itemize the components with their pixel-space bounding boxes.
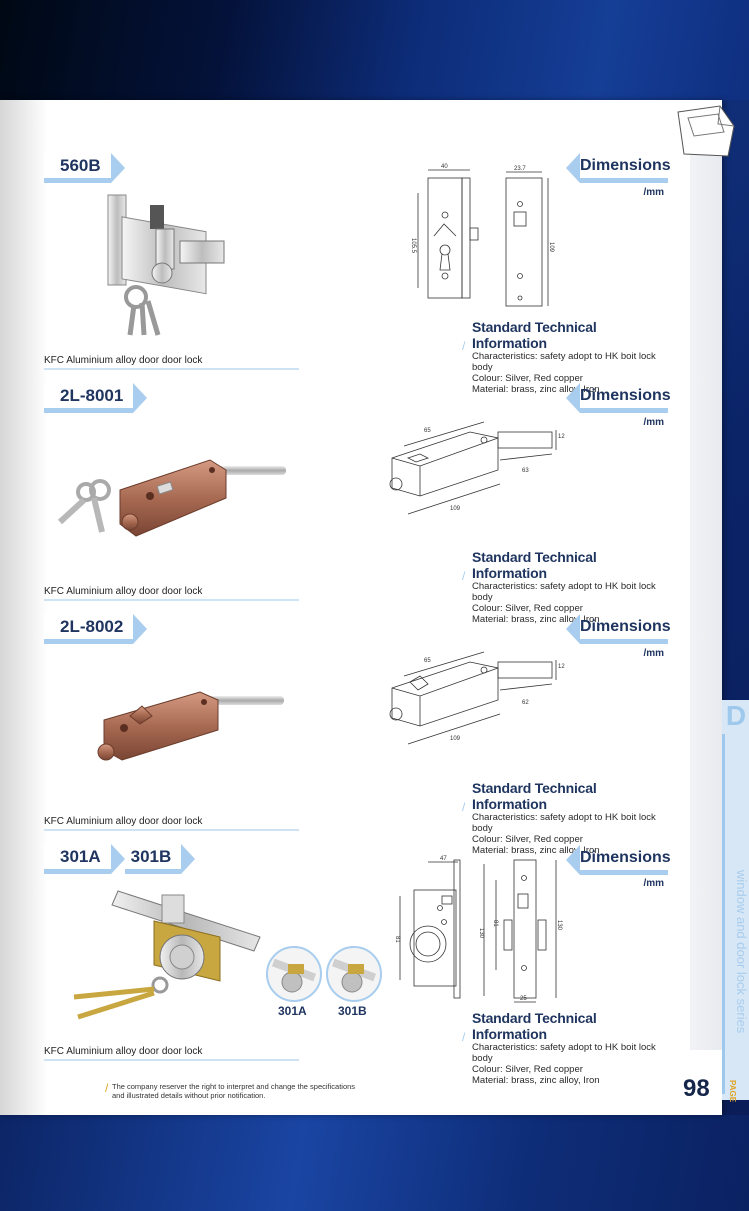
technical-info-title: Standard Technical Information (472, 780, 597, 812)
characteristics-line: Characteristics: safety adopt to HK boit lock body (472, 581, 656, 603)
unit-label: /mm (643, 187, 664, 198)
dim-value: 109 (548, 242, 554, 253)
product-code: 301A (44, 844, 111, 874)
dimensions-label: Dimensions (580, 153, 668, 183)
dimension-drawing-560b (400, 158, 560, 313)
dim-value: 65 (424, 428, 431, 434)
variant-label-301b: 301B (338, 1004, 367, 1018)
dim-value: 81 (394, 936, 400, 943)
dim-value: 23.7 (514, 166, 526, 172)
chevron-right-icon (181, 844, 195, 874)
dimensions-badge (566, 845, 671, 875)
footer-note-line: and illustrated details without prior notification. (112, 1091, 266, 1100)
series-title: window and door lock series (734, 870, 749, 1034)
product-code-badge (44, 153, 125, 183)
dim-value: 12 (558, 664, 565, 670)
product-photo-560b (100, 185, 230, 345)
chevron-left-icon (566, 845, 580, 875)
chevron-left-icon (566, 383, 580, 413)
material-line: Material: brass, zinc alloy, Iron (472, 614, 600, 625)
dim-value: 130 (556, 920, 562, 931)
dim-value: 109 (450, 736, 461, 742)
slash-mark: / (105, 1081, 109, 1095)
chevron-right-icon (133, 383, 147, 413)
dimension-drawing-301 (392, 850, 572, 1005)
product-photo-2l-8001 (50, 450, 290, 560)
product-code-badge (44, 844, 195, 874)
slash-mark: / (462, 1030, 466, 1044)
colour-line: Colour: Silver, Red copper (472, 603, 583, 614)
product-code: 560B (44, 153, 111, 183)
dimensions-badge (566, 383, 671, 413)
dim-value: 62 (522, 700, 529, 706)
product-code: 2L-8001 (44, 383, 133, 413)
footer-note (105, 1081, 356, 1100)
footer-note-line: The company reserver the right to interpret and change the specifications (112, 1082, 356, 1091)
product-code: 2L-8002 (44, 614, 133, 644)
product-code-badge (44, 383, 147, 413)
technical-info-title: Standard Technical Information (472, 319, 597, 351)
page-spine-shadow (0, 100, 48, 1115)
dimensions-label: Dimensions (580, 614, 668, 644)
material-line: Material: brass, zinc alloy, Iron (472, 845, 600, 856)
dim-value: 109 (450, 506, 461, 512)
dimensions-label: Dimensions (580, 383, 668, 413)
chevron-right-icon (111, 153, 125, 183)
product-caption: KFC Aluminium alloy door door lock (44, 1046, 299, 1061)
dim-value: 81 (492, 920, 498, 927)
unit-label: /mm (643, 648, 664, 659)
colour-line: Colour: Silver, Red copper (472, 1064, 583, 1075)
product-code: 301B (125, 844, 182, 874)
characteristics-line: Characteristics: safety adopt to HK boit lock body (472, 351, 656, 373)
dimensions-badge (566, 614, 671, 644)
product-caption: KFC Aluminium alloy door door lock (44, 816, 299, 831)
chevron-right-icon (111, 844, 125, 874)
slash-mark: / (462, 800, 466, 814)
background-bottom (0, 1115, 749, 1211)
material-line: Material: brass, zinc alloy, Iron (472, 384, 600, 395)
slash-mark: / (462, 339, 466, 353)
dim-value: 63 (522, 468, 529, 474)
dimensions-label: Dimensions (580, 845, 668, 875)
characteristics-line: Characteristics: safety adopt to HK boit lock body (472, 812, 656, 834)
dim-value: 12 (558, 434, 565, 440)
chevron-left-icon (566, 614, 580, 644)
dim-value: 105.5 (410, 238, 416, 254)
colour-line: Colour: Silver, Red copper (472, 834, 583, 845)
variant-label-301a: 301A (278, 1004, 307, 1018)
dim-value: 25 (520, 996, 527, 1002)
characteristics-line: Characteristics: safety adopt to HK boit lock body (472, 1042, 656, 1064)
slash-mark: / (462, 569, 466, 583)
dim-value: 65 (424, 658, 431, 664)
product-photo-2l-8002 (90, 680, 290, 770)
background-top (0, 0, 749, 100)
technical-info (462, 1010, 672, 1086)
dimension-drawing-2l-8001 (380, 418, 570, 528)
technical-info-title: Standard Technical Information (472, 549, 597, 581)
dim-value: 40 (441, 164, 448, 170)
dim-value: 130 (478, 928, 484, 939)
product-caption: KFC Aluminium alloy door door lock (44, 355, 299, 370)
page-curl-icon (674, 104, 738, 160)
product-caption: KFC Aluminium alloy door door lock (44, 586, 299, 601)
dim-value: 47 (440, 856, 447, 862)
page-number: 98 (683, 1075, 710, 1102)
product-code-badge (44, 614, 147, 644)
page-word: PAGE (728, 1080, 737, 1103)
material-line: Material: brass, zinc alloy, Iron (472, 1075, 600, 1086)
unit-label: /mm (643, 417, 664, 428)
technical-info-title: Standard Technical Information (472, 1010, 597, 1042)
variant-photo-301b (324, 944, 384, 1004)
chevron-right-icon (133, 614, 147, 644)
side-strip (690, 110, 722, 1050)
dimension-drawing-2l-8002 (380, 648, 570, 758)
section-letter: D (725, 700, 747, 731)
product-photo-301 (70, 885, 270, 1030)
colour-line: Colour: Silver, Red copper (472, 373, 583, 384)
variant-photo-301a (264, 944, 324, 1004)
chevron-left-icon (566, 153, 580, 183)
dimensions-badge (566, 153, 671, 183)
unit-label: /mm (643, 878, 664, 889)
